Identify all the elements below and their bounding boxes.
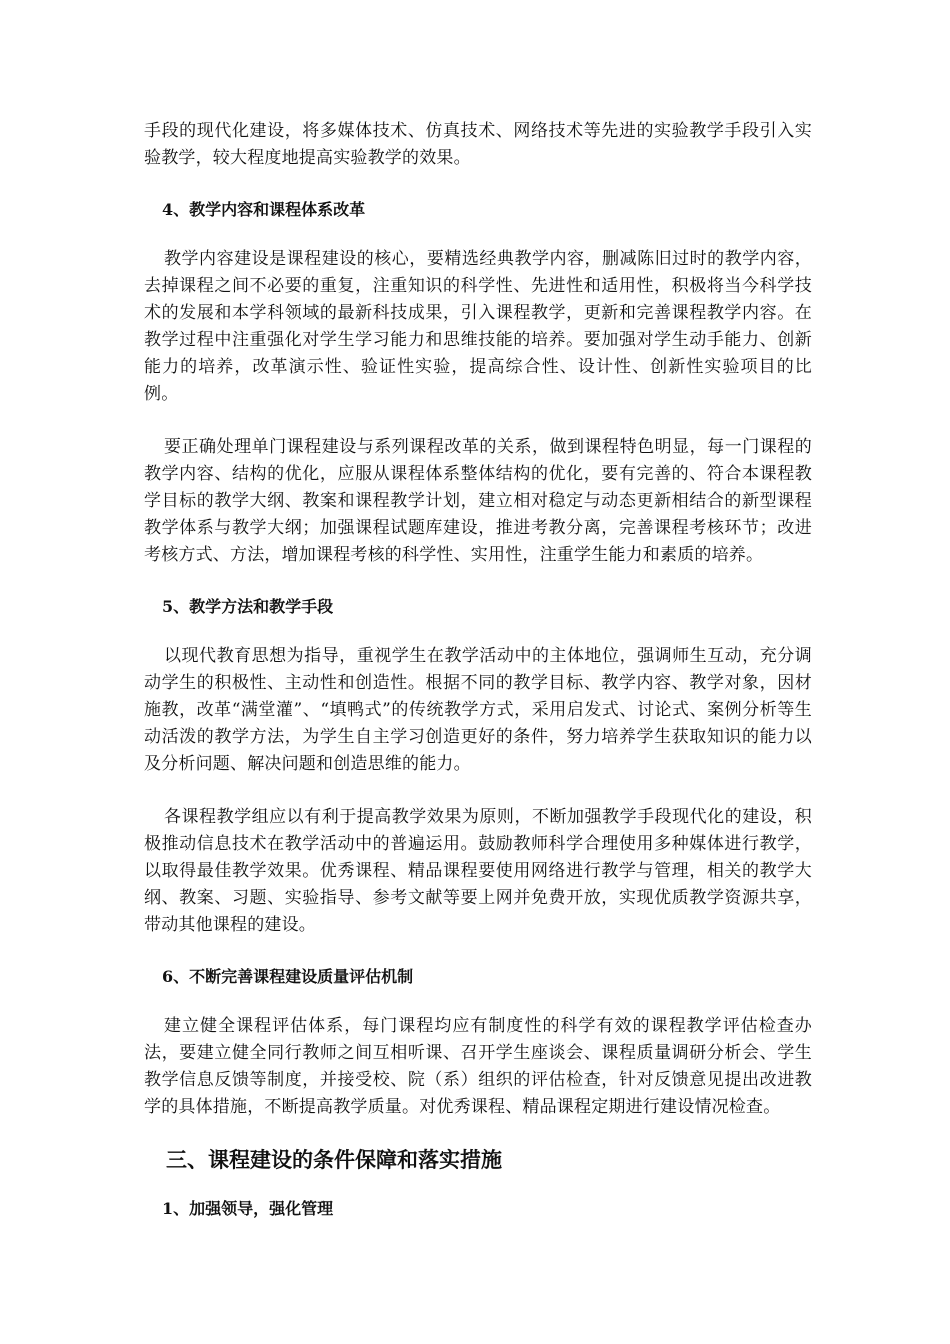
- heading-teaching-content: 4、教学内容和课程体系改革: [162, 200, 366, 219]
- heading-leadership-management: 1、加强领导，强化管理: [162, 1199, 334, 1218]
- paragraph-modern-education: 以现代教育思想为指导，重视学生在教学活动中的主体地位，强调师生互动，充分调动学生的积极性、主动性和创造性。根据不同的教学目标、教学内容、教学对象，因材施教，改革“满堂灌”、“填鸭式”的传统教学方式，采用启发式、讨论式、案例分析等生动活泼的教学方法，为学生自主学习创造更好的条件，努力培养学生获取知识的能力以及分析问题、解决问题和创造思维的能力。: [144, 646, 812, 774]
- intro-paragraph: 手段的现代化建设，将多媒体技术、仿真技术、网络技术等先进的实验教学手段引入实验教学，较大程度地提高实验教学的效果。: [144, 121, 812, 168]
- heading-teaching-methods: 5、教学方法和教学手段: [162, 597, 334, 616]
- paragraph-course-system: 要正确处理单门课程建设与系列课程改革的关系，做到课程特色明显，每一门课程的教学内容、结构的优化，应服从课程体系整体结构的优化，要有完善的、符合本课程教学目标的教学大纲、教案和课程教学计划，建立相对稳定与动态更新相结合的新型课程教学体系与教学大纲；加强课程试题库建设，推进考教分离，完善课程考核环节；改进考核方式、方法，增加课程考核的科学性、实用性，注重学生能力和素质的培养。: [144, 437, 812, 565]
- section-heading-conditions: 三、课程建设的条件保障和落实措施: [166, 1147, 502, 1172]
- document-page: [144, 118, 812, 1221]
- paragraph-content-core: 教学内容建设是课程建设的核心，要精选经典教学内容，删减陈旧过时的教学内容，去掉课程之间不必要的重复，注重知识的科学性、先进性和适用性，积极将当今科学技术的发展和本学科领域的最新科技成果，引入课程教学，更新和完善课程教学内容。在教学过程中注重强化对学生学习能力和思维技能的培养。要加强对学生动手能力、创新能力的培养，改革演示性、验证性实验，提高综合性、设计性、创新性实验项目的比例。: [144, 249, 812, 404]
- paragraph-evaluation-system: 建立健全课程评估体系，每门课程均应有制度性的科学有效的课程教学评估检查办法，要建立健全同行教师之间互相听课、召开学生座谈会、课程质量调研分析会、学生教学信息反馈等制度，并接受校、院（系）组织的评估检查，针对反馈意见提出改进教学的具体措施，不断提高教学质量。对优秀课程、精品课程定期进行建设情况检查。: [144, 1016, 812, 1117]
- heading-quality-evaluation: 6、不断完善课程建设质量评估机制: [162, 967, 414, 986]
- paragraph-teaching-means: 各课程教学组应以有利于提高教学效果为原则，不断加强教学手段现代化的建设，积极推动信息技术在教学活动中的普遍运用。鼓励教师科学合理使用多种媒体进行教学，以取得最佳教学效果。优秀课程、精品课程要使用网络进行教学与管理，相关的教学大纲、教案、习题、实验指导、参考文献等要上网并免费开放，实现优质教学资源共享，带动其他课程的建设。: [144, 807, 812, 935]
